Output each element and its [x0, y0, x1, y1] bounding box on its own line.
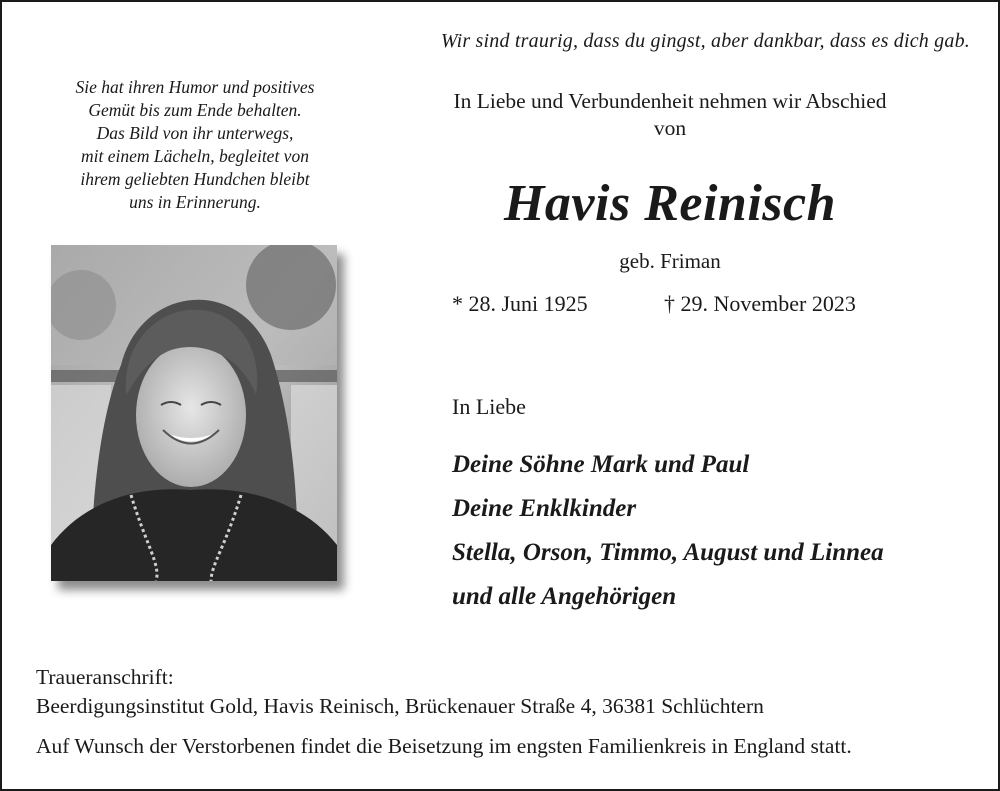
mourner-line: Deine Söhne Mark und Paul: [452, 451, 750, 478]
poem-line: mit einem Lächeln, begleitet von: [81, 146, 309, 166]
poem-line: ihrem geliebten Hundchen bleibt: [80, 169, 310, 189]
mourner-line: Deine Enklkinder: [452, 495, 637, 522]
mourner-line: Stella, Orson, Timmo, August und Linnea: [452, 539, 884, 566]
burial-note: Auf Wunsch der Verstorbenen findet die Beisetzung im engsten Familienkreis in England statt.: [36, 734, 852, 758]
address: Beerdigungsinstitut Gold, Havis Reinisch, Brückenauer Straße 4, 36381 Schlüchtern: [36, 694, 764, 718]
deceased-name: Havis Reinisch: [503, 175, 837, 232]
birth-name: geb. Friman: [619, 249, 721, 273]
portrait-image: [51, 245, 337, 581]
poem: [35, 76, 355, 214]
birth-date: * 28. Juni 1925: [452, 291, 588, 316]
poem-line: Sie hat ihren Humor und positives: [75, 77, 315, 97]
portrait-photo: [51, 245, 337, 581]
farewell-intro: [395, 88, 945, 142]
poem-line: Gemüt bis zum Ende behalten.: [88, 100, 302, 120]
poem-line: Das Bild von ihr unterwegs,: [96, 123, 294, 143]
address-label: Traueranschrift:: [36, 665, 174, 689]
death-date: † 29. November 2023: [664, 291, 856, 316]
poem-line: uns in Erinnerung.: [129, 192, 261, 212]
farewell-von: von: [653, 116, 687, 140]
motto: Wir sind traurig, dass du gingst, aber dankbar, dass es dich gab.: [440, 30, 970, 52]
in-love-line: In Liebe: [452, 394, 526, 419]
farewell-line: In Liebe und Verbundenheit nehmen wir Abschied: [453, 89, 887, 113]
mourner-line: und alle Angehörigen: [452, 583, 677, 610]
